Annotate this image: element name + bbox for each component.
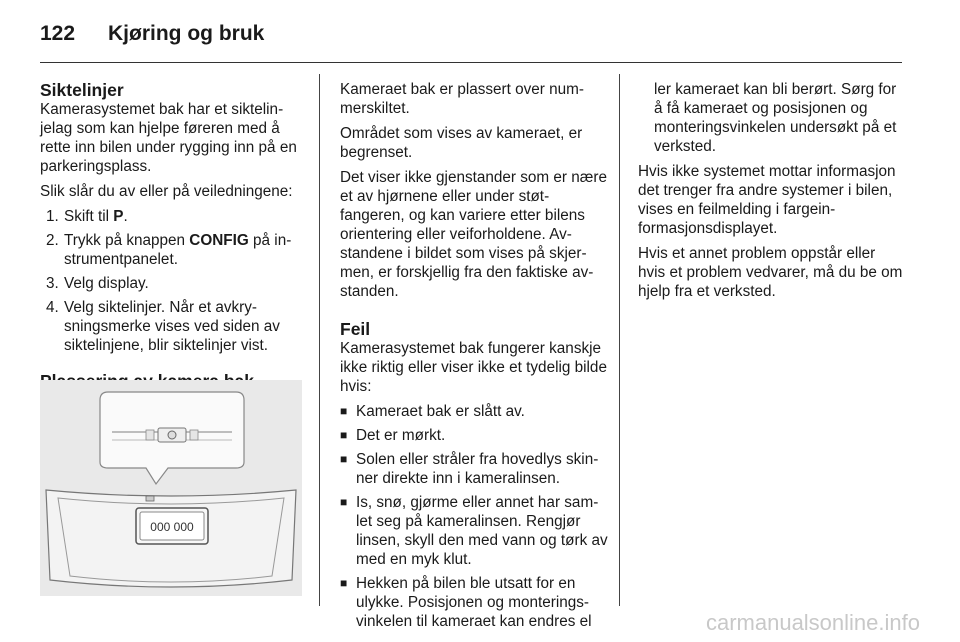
step-text: Trykk på knappen <box>64 232 190 249</box>
fault-text: Is, snø, gjørme eller annet har samlet seg på kameralinsen. Rengjør linsen, skyll den med vann og tørk av med en myk klut. <box>356 494 608 568</box>
intro-paragraph: Kamerasystemet bak har et siktelinjelag som kan hjelpe føreren med å rette inn bilen under rygging inn på en parkeringsplass. <box>40 101 297 175</box>
column-1 <box>40 80 308 403</box>
fault-text: Solen eller stråler fra hovedlys skinner direkte inn i kameralinsen. <box>356 451 599 487</box>
camera-limits-paragraph: Det viser ikke gjenstander som er nære et av hjørnene eller under støtfangeren, og kan variere etter bilens orientering eller veiforholdene. Avstandene i bildet som vises på skjermen, er forskjellig fra den faktiske avstanden. <box>340 169 607 300</box>
bullet-icon: ■ <box>340 452 348 466</box>
camera-location-paragraph: Kameraet bak er plassert over nummerskiltet. <box>340 81 585 117</box>
step-text: på instrumentpanelet. <box>64 232 292 268</box>
chapter-title: Kjøring og bruk <box>108 22 265 45</box>
step-item <box>40 274 308 293</box>
section-heading-feil: Feil <box>340 319 371 339</box>
column-divider-2 <box>619 74 620 606</box>
page-header <box>40 14 264 54</box>
workshop-paragraph: Hvis et annet problem oppstår eller hvis et problem vedvarer, må du be om hjelp fra et verksted. <box>638 245 903 300</box>
step-bold: CONFIG <box>189 232 249 249</box>
watermark: carmanualsonline.info <box>705 610 920 635</box>
column-divider-1 <box>319 74 320 606</box>
bullet-icon: ■ <box>340 404 348 418</box>
bullet-icon: ■ <box>340 428 348 442</box>
fault-item <box>340 574 608 631</box>
bullet-icon: ■ <box>340 576 348 590</box>
fault-text: Det er mørkt. <box>356 427 446 444</box>
page-number: 122 <box>40 22 76 45</box>
bullet-icon: ■ <box>340 495 348 509</box>
header-rule <box>40 62 902 63</box>
step-bold: P <box>113 208 124 225</box>
step-text: Velg siktelinjer. Når et avkrysningsmerke vises ved siden av siktelinjene, blir siktelinjer vist. <box>64 299 280 354</box>
fault-intro-paragraph: Kamerasystemet bak fungerer kanskje ikke riktig eller viser ikke et tydelig bilde hvis: <box>340 340 607 395</box>
camera-area-paragraph: Området som vises av kameraet, er begrenset. <box>340 125 583 161</box>
step-item <box>40 298 308 355</box>
fault-text: Hekken på bilen ble utsatt for en ulykke. Posisjonen og monteringsvinkelen til kameraet kan endres el <box>356 575 592 630</box>
camera-lens-icon <box>168 431 176 439</box>
howto-paragraph: Slik slår du av eller på veiledningene: <box>40 183 293 200</box>
step-item <box>40 207 308 226</box>
fault-text: Kameraet bak er slått av. <box>356 403 525 420</box>
rear-tailgate-drawing <box>40 380 302 596</box>
column-3 <box>638 80 906 307</box>
fault-item <box>340 450 608 488</box>
plate-text: 000 000 <box>150 520 194 534</box>
fault-list <box>340 402 608 631</box>
step-number: 2. <box>46 232 59 249</box>
step-number: 4. <box>46 299 59 316</box>
step-text: Skift til <box>64 208 114 225</box>
system-info-paragraph: Hvis ikke systemet mottar informasjon det trenger fra andre systemer i bilen, vises en feilmelding i fargeinformasjonsdisplayet. <box>638 163 896 237</box>
steps-list <box>40 207 308 355</box>
fault-item <box>340 493 608 569</box>
section-heading-siktelinjer: Siktelinjer <box>40 80 124 100</box>
step-text: Velg display. <box>64 275 149 292</box>
step-text: . <box>123 208 128 225</box>
camera-location-illustration <box>40 380 302 596</box>
fault-item-continuation: ler kameraet kan bli berørt. Sørg for å få kameraet og posisjonen og monteringsvinkelen undersøkt på et verksted. <box>654 81 897 155</box>
fault-item <box>340 426 608 445</box>
step-item <box>40 231 308 269</box>
step-number: 1. <box>46 208 59 225</box>
step-number: 3. <box>46 275 59 292</box>
column-2 <box>340 80 608 636</box>
fault-item <box>340 402 608 421</box>
